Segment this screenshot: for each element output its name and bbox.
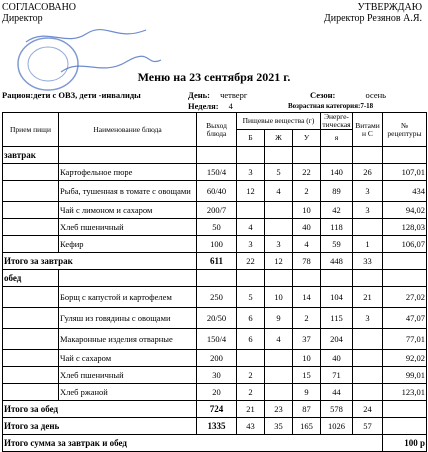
dish-recipe: 92,02	[383, 350, 427, 367]
dish-yield: 200/7	[197, 202, 237, 219]
dish-b: 6	[237, 329, 265, 350]
director-left-label: Директор	[2, 13, 43, 24]
ration-meta	[2, 90, 141, 100]
dish-zh	[265, 350, 293, 367]
table-row	[3, 236, 427, 253]
total-b: 21	[237, 401, 265, 418]
dish-energy: 59	[321, 236, 353, 253]
total-energy: 448	[321, 253, 353, 270]
header-recipe: № рецептуры	[383, 113, 427, 147]
dish-u: 22	[293, 164, 321, 181]
dish-recipe: 123,01	[383, 384, 427, 401]
approval-right	[324, 2, 422, 24]
dish-yield: 100	[197, 236, 237, 253]
total-zh: 23	[265, 401, 293, 418]
table-row	[3, 219, 427, 236]
header-dish: Наименование блюда	[59, 113, 197, 147]
page-title: Меню на 23 сентября 2021 г.	[137, 70, 291, 84]
table-row	[3, 308, 427, 329]
total-u: 78	[293, 253, 321, 270]
total-vit: 24	[353, 401, 383, 418]
total-vit: 57	[353, 418, 383, 435]
ration-label: Рацион:	[2, 90, 34, 100]
age-meta	[288, 102, 373, 110]
dish-yield: 60/40	[197, 181, 237, 202]
dish-energy: 204	[321, 329, 353, 350]
dish-yield: 250	[197, 287, 237, 308]
dish-b	[237, 350, 265, 367]
dish-vit: 26	[353, 164, 383, 181]
age-value: 7-18	[360, 102, 374, 110]
dish-zh	[265, 202, 293, 219]
header-u: У	[293, 130, 321, 147]
dish-energy: 44	[321, 384, 353, 401]
dish-recipe: 99,01	[383, 367, 427, 384]
day-label: День:	[188, 90, 210, 100]
dish-energy: 140	[321, 164, 353, 181]
dish-recipe: 107,01	[383, 164, 427, 181]
table-row	[3, 384, 427, 401]
table-row	[3, 367, 427, 384]
total-b: 43	[237, 418, 265, 435]
total-u: 87	[293, 401, 321, 418]
total-vit: 33	[353, 253, 383, 270]
week-meta	[188, 101, 233, 111]
dish-u: 9	[293, 384, 321, 401]
header-b: Б	[237, 130, 265, 147]
grand-total-label: Итого сумма за завтрак и обед	[3, 435, 383, 452]
dish-energy: 42	[321, 202, 353, 219]
dish-b: 4	[237, 219, 265, 236]
day-value: четверг	[220, 90, 248, 100]
dish-yield: 150/4	[197, 164, 237, 181]
table-row	[3, 287, 427, 308]
grand-total-row	[3, 435, 427, 452]
dish-u: 2	[293, 308, 321, 329]
dish-energy: 104	[321, 287, 353, 308]
header-nutrients: Пищевые вещества (г)	[237, 113, 321, 130]
dish-vit: 3	[353, 181, 383, 202]
day-total-label: Итого за день	[3, 418, 197, 435]
header-zh: Ж	[265, 130, 293, 147]
season-value: осень	[365, 90, 387, 100]
total-row	[3, 253, 427, 270]
section-row	[3, 270, 427, 287]
dish-energy: 40	[321, 350, 353, 367]
dish-name: Борщ с капустой и картофелем	[59, 287, 197, 308]
dish-energy: 71	[321, 367, 353, 384]
dish-zh: 4	[265, 329, 293, 350]
total-u: 165	[293, 418, 321, 435]
breakfast-label: завтрак	[3, 147, 59, 164]
dish-zh: 4	[265, 181, 293, 202]
dish-yield: 20	[197, 384, 237, 401]
dish-u: 37	[293, 329, 321, 350]
lunch-label: обед	[3, 270, 59, 287]
dish-zh: 10	[265, 287, 293, 308]
dish-recipe: 106,07	[383, 236, 427, 253]
header-energy: Энерге-тическая	[322, 112, 351, 129]
table-row	[3, 181, 427, 202]
dish-vit: 21	[353, 287, 383, 308]
dish-u: 14	[293, 287, 321, 308]
table-row	[3, 329, 427, 350]
dish-u: 4	[293, 236, 321, 253]
dish-u: 40	[293, 219, 321, 236]
dish-yield: 30	[197, 367, 237, 384]
dish-vit	[353, 219, 383, 236]
dish-zh: 3	[265, 236, 293, 253]
total-yield: 611	[197, 253, 237, 270]
menu-table	[2, 112, 427, 452]
dish-vit	[353, 329, 383, 350]
dish-b: 3	[237, 164, 265, 181]
dish-yield: 50	[197, 219, 237, 236]
total-energy: 1026	[321, 418, 353, 435]
table-row	[3, 164, 427, 181]
week-label: Неделя:	[188, 101, 219, 111]
dish-b	[237, 202, 265, 219]
dish-name: Макаронные изделия отварные	[59, 329, 197, 350]
dish-zh: 9	[265, 308, 293, 329]
dish-b: 3	[237, 236, 265, 253]
dish-recipe: 128,03	[383, 219, 427, 236]
season-label: Сезон:	[310, 90, 336, 100]
signature-stroke	[26, 30, 146, 42]
dish-b: 2	[237, 367, 265, 384]
dish-b: 2	[237, 384, 265, 401]
dish-yield: 20/50	[197, 308, 237, 329]
dish-name: Гуляш из говядины с овощами	[59, 308, 197, 329]
dish-b: 5	[237, 287, 265, 308]
dish-name: Хлеб ржаной	[59, 384, 197, 401]
dish-name: Картофельное пюре	[59, 164, 197, 181]
dish-energy: 89	[321, 181, 353, 202]
section-row	[3, 147, 427, 164]
approved-left-label: СОГЛАСОВАНО	[2, 2, 77, 13]
dish-name: Кефир	[59, 236, 197, 253]
dish-name: Хлеб пшеничный	[59, 367, 197, 384]
total-zh: 12	[265, 253, 293, 270]
dish-vit	[353, 384, 383, 401]
total-yield: 724	[197, 401, 237, 418]
approval-left	[2, 2, 76, 24]
header-energy-unit: я	[321, 130, 353, 147]
dish-vit: 3	[353, 308, 383, 329]
dish-recipe: 94,02	[383, 202, 427, 219]
dish-yield: 200	[197, 350, 237, 367]
dish-energy: 115	[321, 308, 353, 329]
total-row	[3, 418, 427, 435]
approved-right-label: УТВЕРЖДАЮ	[357, 2, 422, 13]
menu-body	[3, 147, 427, 452]
dish-name: Рыба, тушенная в томате с овощами	[59, 181, 197, 202]
ration-value: дети с ОВЗ, дети -инвалиды	[33, 90, 141, 100]
dish-u: 2	[293, 181, 321, 202]
total-zh: 35	[265, 418, 293, 435]
dish-zh	[265, 384, 293, 401]
age-label: Возрастная категория:	[288, 102, 361, 110]
header-yield: Выход блюда	[197, 113, 237, 147]
dish-u: 10	[293, 202, 321, 219]
director-right-label: Директор Резянов А.Я.	[323, 13, 422, 24]
total-b: 22	[237, 253, 265, 270]
breakfast-total-label: Итого за завтрак	[3, 253, 197, 270]
dish-name: Хлеб пшеничный	[59, 219, 197, 236]
dish-vit: 1	[353, 236, 383, 253]
total-row	[3, 401, 427, 418]
dish-recipe: 27,02	[383, 287, 427, 308]
lunch-total-label: Итого за обед	[3, 401, 197, 418]
dish-vit: 3	[353, 202, 383, 219]
table-row	[3, 202, 427, 219]
dish-u: 10	[293, 350, 321, 367]
week-value: 4	[228, 101, 233, 111]
dish-vit	[353, 350, 383, 367]
header-meal: Прием пищи	[3, 113, 59, 147]
total-yield: 1335	[197, 418, 237, 435]
day-meta	[188, 90, 247, 100]
dish-b: 6	[237, 308, 265, 329]
dish-name: Чай с лимоном и сахаром	[59, 202, 197, 219]
table-row	[3, 350, 427, 367]
dish-b: 12	[237, 181, 265, 202]
dish-u: 15	[293, 367, 321, 384]
header-vit: Витами н С	[353, 113, 383, 147]
dish-vit	[353, 367, 383, 384]
dish-name: Чай с сахаром	[59, 350, 197, 367]
total-energy: 578	[321, 401, 353, 418]
dish-recipe: 434	[383, 181, 427, 202]
dish-yield: 150/4	[197, 329, 237, 350]
dish-energy: 118	[321, 219, 353, 236]
dish-recipe: 77,01	[383, 329, 427, 350]
dish-zh	[265, 219, 293, 236]
dish-recipe: 47,07	[383, 308, 427, 329]
season-meta	[310, 90, 386, 100]
dish-zh	[265, 367, 293, 384]
grand-total-value: 100 р	[383, 435, 427, 452]
dish-zh: 5	[265, 164, 293, 181]
